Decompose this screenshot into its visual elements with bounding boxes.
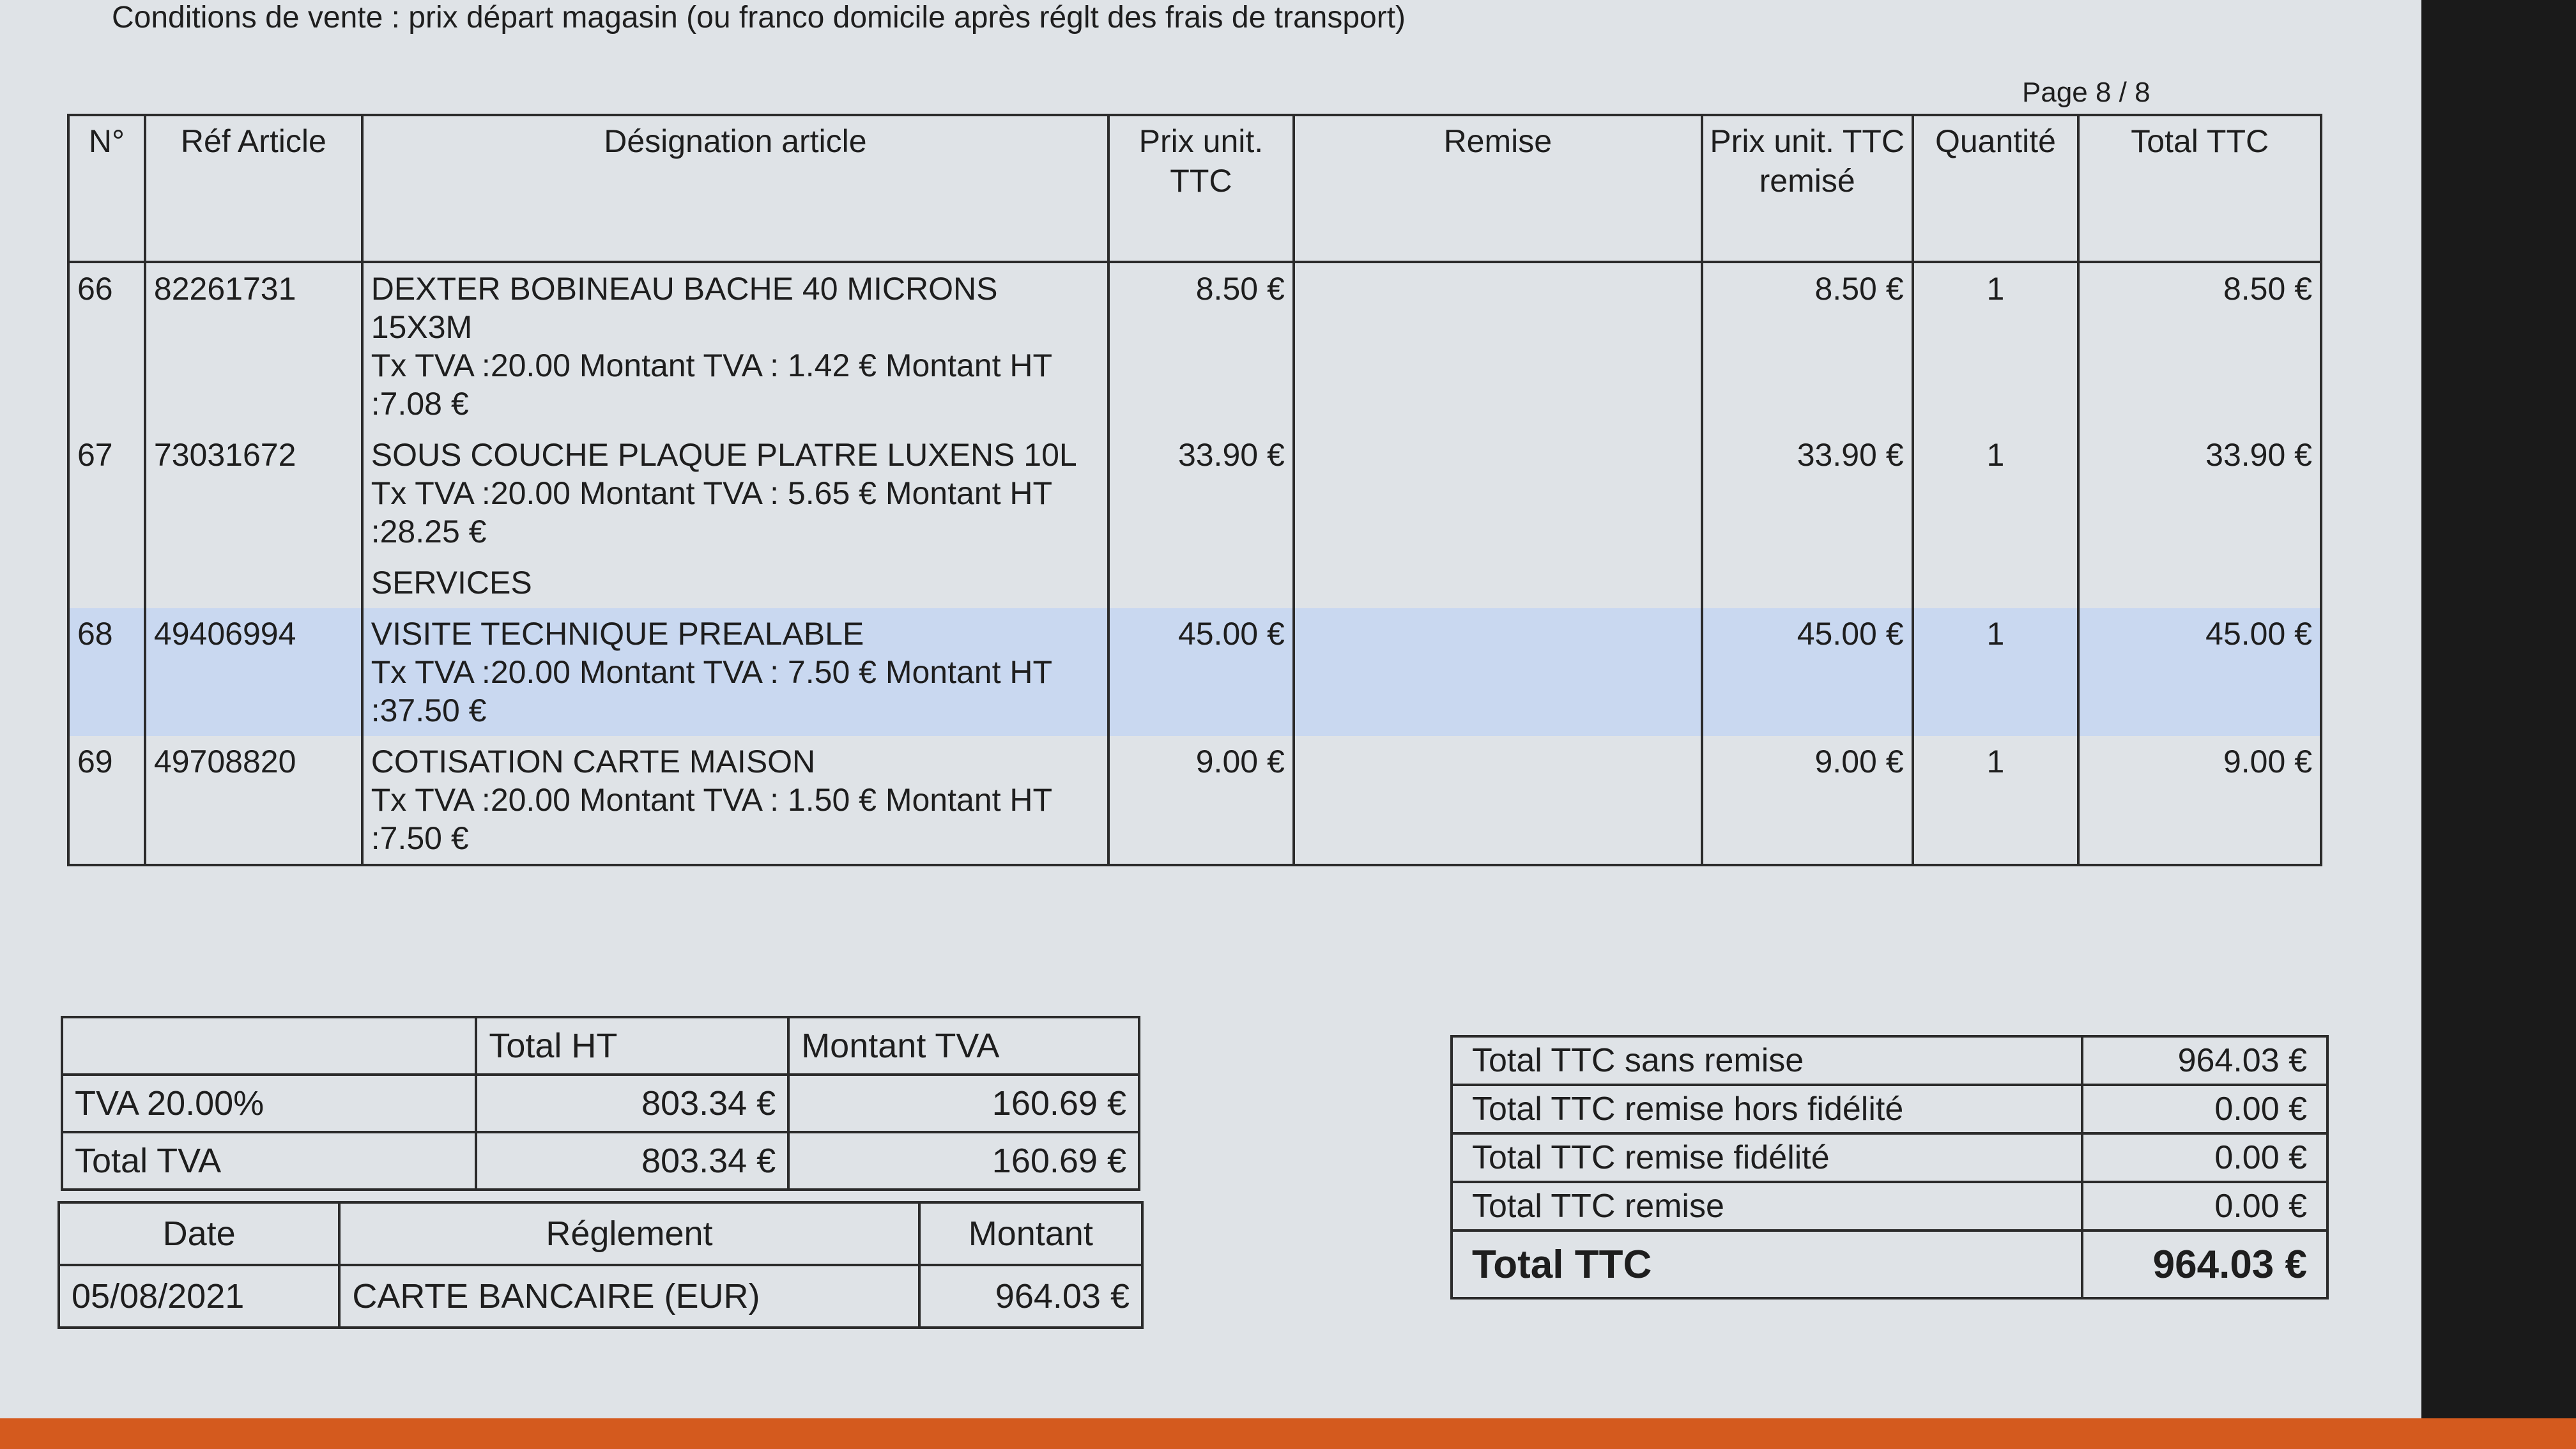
header-remise: Remise [1294,115,1702,262]
row-prix-remise: 45.00 € [1702,608,1913,736]
table-row [68,262,2321,429]
totals-row [1452,1133,2327,1182]
row-remise [1294,736,1702,865]
row-num: 69 [68,736,145,865]
grand-total-label: Total TTC [1452,1230,2082,1298]
totals-label: Total TTC remise [1452,1182,2082,1230]
payment-table [57,1201,1144,1329]
totals-label: Total TTC remise hors fidélité [1452,1085,2082,1133]
row-designation [362,736,1108,865]
totals-value: 0.00 € [2082,1133,2327,1182]
table-row-selected[interactable] [68,608,2321,736]
header-prix-remise: Prix unit. TTC remisé [1702,115,1913,262]
totals-table [1450,1035,2329,1300]
tva-label: Total TVA [62,1132,476,1190]
tva-table [61,1016,1140,1191]
tva-ht: 803.34 € [476,1132,788,1190]
designation-text: DEXTER BOBINEAU BACHE 40 MICRONS 15X3M [371,271,998,345]
grand-total-value: 964.03 € [2082,1230,2327,1298]
totals-value: 0.00 € [2082,1085,2327,1133]
payment-header-montant: Montant [919,1202,1142,1265]
row-designation [362,262,1108,429]
tva-montant: 160.69 € [788,1075,1139,1132]
row-prix-unit: 8.50 € [1108,262,1294,429]
payment-header-row [59,1202,1142,1265]
payment-date: 05/08/2021 [59,1265,339,1328]
designation-text: SOUS COUCHE PLAQUE PLATRE LUXENS 10L [371,437,1077,473]
row-prix-unit: 45.00 € [1108,608,1294,736]
row-quantite: 1 [1913,262,2079,429]
page-number: Page 8 / 8 [2022,77,2150,108]
totals-row [1452,1036,2327,1085]
row-remise [1294,608,1702,736]
row-prix-remise: 8.50 € [1702,262,1913,429]
row-ref: 82261731 [145,262,362,429]
totals-value: 964.03 € [2082,1036,2327,1085]
row-designation [362,429,1108,557]
row-ref: 73031672 [145,429,362,557]
row-ref: 49708820 [145,736,362,865]
row-prix-remise: 33.90 € [1702,429,1913,557]
designation-text: VISITE TECHNIQUE PREALABLE [371,616,864,652]
payment-row [59,1265,1142,1328]
totals-row [1452,1085,2327,1133]
tax-detail: Tx TVA :20.00 Montant TVA : 1.42 € Montant HT :7.08 € [371,348,1052,422]
tva-header-row [62,1017,1139,1075]
tva-montant: 160.69 € [788,1132,1139,1190]
payment-montant: 964.03 € [919,1265,1142,1328]
row-quantite: 1 [1913,429,2079,557]
items-table [67,114,2322,866]
totals-label: Total TTC remise fidélité [1452,1133,2082,1182]
header-ref: Réf Article [145,115,362,262]
header-total: Total TTC [2078,115,2321,262]
conditions-text: Conditions de vente : prix départ magasin (ou franco domicile après réglt des frais de transport) [112,1,1406,34]
payment-header-reglement: Réglement [339,1202,919,1265]
row-ref: 49406994 [145,608,362,736]
row-remise [1294,429,1702,557]
totals-row [1452,1182,2327,1230]
header-prix-unit: Prix unit. TTC [1108,115,1294,262]
row-prix-unit: 33.90 € [1108,429,1294,557]
row-total: 45.00 € [2078,608,2321,736]
tax-detail: Tx TVA :20.00 Montant TVA : 5.65 € Montant HT :28.25 € [371,475,1052,549]
tva-ht: 803.34 € [476,1075,788,1132]
header-num: N° [68,115,145,262]
row-prix-unit: 9.00 € [1108,736,1294,865]
totals-label: Total TTC sans remise [1452,1036,2082,1085]
payment-header-date: Date [59,1202,339,1265]
row-total: 33.90 € [2078,429,2321,557]
items-header-row [68,115,2321,262]
tax-detail: Tx TVA :20.00 Montant TVA : 1.50 € Montant HT :7.50 € [371,782,1052,856]
tva-header-montant: Montant TVA [788,1017,1139,1075]
section-label: SERVICES [362,557,1108,608]
tva-row [62,1132,1139,1190]
row-quantite: 1 [1913,608,2079,736]
designation-text: COTISATION CARTE MAISON [371,744,816,779]
totals-value: 0.00 € [2082,1182,2327,1230]
row-remise [1294,262,1702,429]
row-prix-remise: 9.00 € [1702,736,1913,865]
header-quantite: Quantité [1913,115,2079,262]
table-row [68,429,2321,557]
header-designation: Désignation article [362,115,1108,262]
row-quantite: 1 [1913,736,2079,865]
row-total: 9.00 € [2078,736,2321,865]
table-row [68,736,2321,865]
row-num: 66 [68,262,145,429]
row-num: 68 [68,608,145,736]
row-designation [362,608,1108,736]
tva-label: TVA 20.00% [62,1075,476,1132]
payment-reglement: CARTE BANCAIRE (EUR) [339,1265,919,1328]
tva-row [62,1075,1139,1132]
row-num: 67 [68,429,145,557]
row-total: 8.50 € [2078,262,2321,429]
desk-edge [0,1418,2576,1449]
tva-header-ht: Total HT [476,1017,788,1075]
tva-header-empty [62,1017,476,1075]
grand-total-row [1452,1230,2327,1298]
tax-detail: Tx TVA :20.00 Montant TVA : 7.50 € Montant HT :37.50 € [371,654,1052,728]
section-row [68,557,2321,608]
